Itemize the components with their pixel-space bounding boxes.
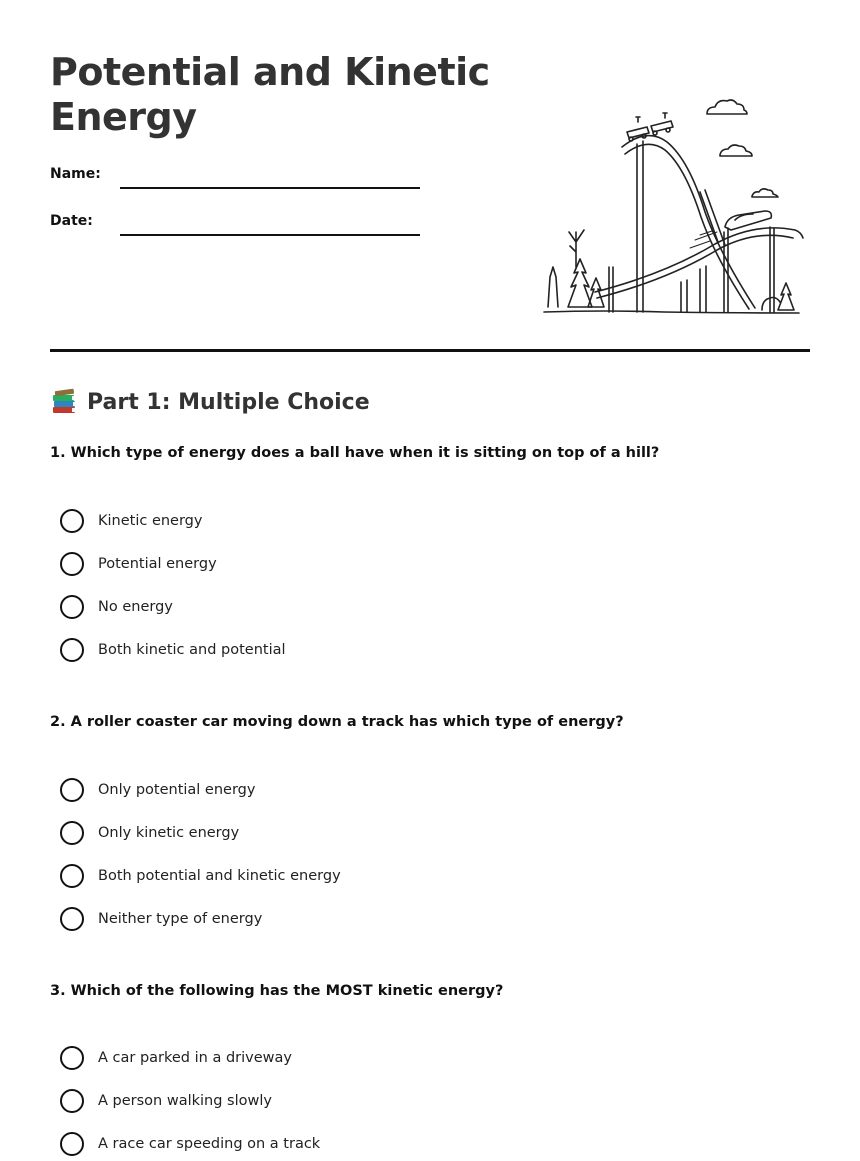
name-label: Name: xyxy=(50,166,101,182)
q2-option-b[interactable] xyxy=(60,821,239,845)
radio-button[interactable] xyxy=(60,821,84,845)
question-1: 1. Which type of energy does a ball have when it is sitting on top of a hill? xyxy=(50,445,660,461)
q2-option-d[interactable] xyxy=(60,907,262,931)
radio-button[interactable] xyxy=(60,638,84,662)
section-divider xyxy=(50,349,810,352)
q3-option-c[interactable] xyxy=(60,1132,320,1156)
radio-button[interactable] xyxy=(60,1089,84,1113)
radio-button[interactable] xyxy=(60,595,84,619)
radio-button[interactable] xyxy=(60,1046,84,1070)
q3-option-b[interactable] xyxy=(60,1089,272,1113)
q3-option-a[interactable] xyxy=(60,1046,292,1070)
radio-button[interactable] xyxy=(60,509,84,533)
date-field[interactable] xyxy=(120,234,420,236)
radio-button[interactable] xyxy=(60,864,84,888)
radio-button[interactable] xyxy=(60,907,84,931)
q1-option-b[interactable] xyxy=(60,552,217,576)
option-label: Neither type of energy xyxy=(98,911,263,927)
page-title: Potential and Kinetic Energy xyxy=(50,50,490,139)
section-heading xyxy=(50,388,370,416)
option-label: A car parked in a driveway xyxy=(98,1050,292,1066)
radio-button[interactable] xyxy=(60,778,84,802)
radio-button[interactable] xyxy=(60,1132,84,1156)
q1-option-a[interactable] xyxy=(60,509,202,533)
q1-option-d[interactable] xyxy=(60,638,286,662)
option-label: Both potential and kinetic energy xyxy=(98,868,341,884)
option-label: Both kinetic and potential xyxy=(98,642,286,658)
option-label: A race car speeding on a track xyxy=(98,1136,321,1152)
question-2: 2. A roller coaster car moving down a track has which type of energy? xyxy=(50,714,624,730)
option-label: No energy xyxy=(98,599,173,615)
option-label: Kinetic energy xyxy=(98,513,203,529)
option-label: Potential energy xyxy=(98,556,217,572)
q2-option-a[interactable] xyxy=(60,778,255,802)
option-label: A person walking slowly xyxy=(98,1093,272,1109)
books-icon xyxy=(50,388,78,416)
q2-option-c[interactable] xyxy=(60,864,341,888)
option-label: Only kinetic energy xyxy=(98,825,240,841)
date-label: Date: xyxy=(50,213,93,229)
name-field[interactable] xyxy=(120,187,420,189)
roller-coaster-illustration xyxy=(540,92,805,320)
radio-button[interactable] xyxy=(60,552,84,576)
option-label: Only potential energy xyxy=(98,782,256,798)
q1-option-c[interactable] xyxy=(60,595,173,619)
section-title: Part 1: Multiple Choice xyxy=(87,389,370,415)
question-3: 3. Which of the following has the MOST kinetic energy? xyxy=(50,983,504,999)
